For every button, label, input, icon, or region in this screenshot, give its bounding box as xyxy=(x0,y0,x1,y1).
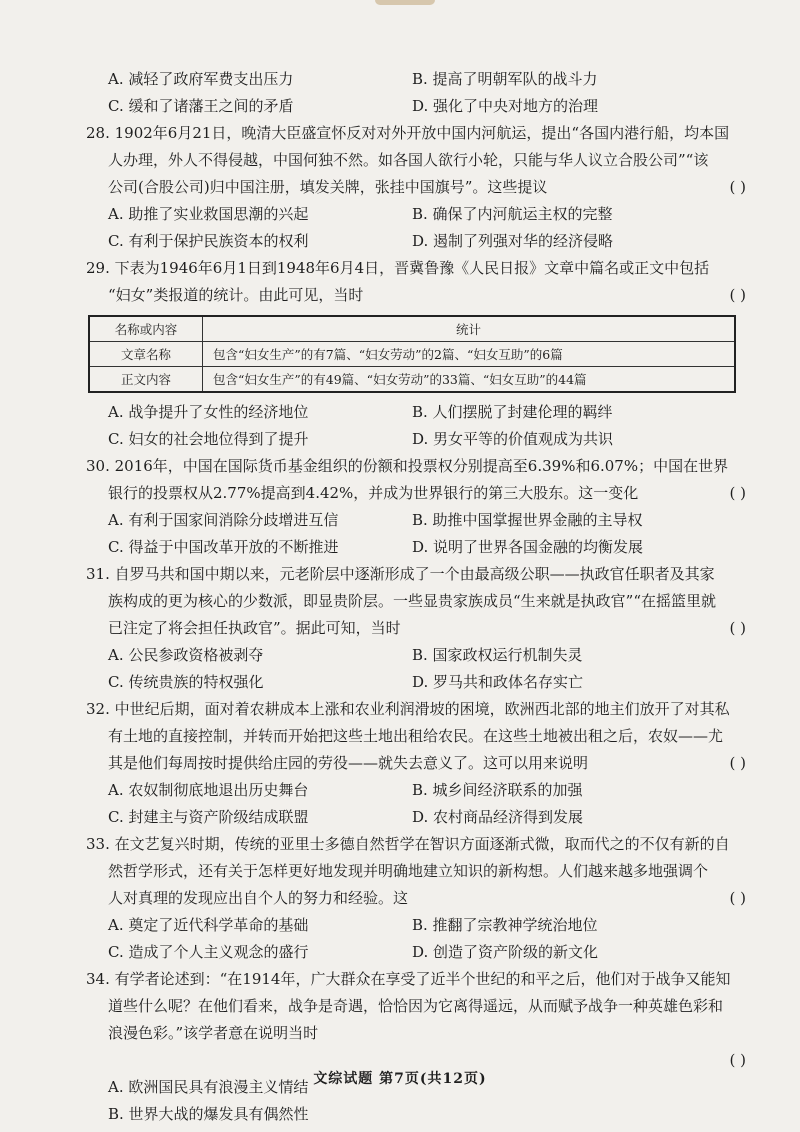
q32-stem-line1: 32. 中世纪后期，面对着农耕成本上涨和农业利润滑坡的困境，欧洲西北部的地主们放开了对其私 xyxy=(86,700,730,718)
q32-options-row2 xyxy=(86,804,746,831)
q33-options-row1 xyxy=(86,912,746,939)
q33-stem-line1: 33. 在文艺复兴时期，传统的亚里士多德自然哲学在智识方面逐渐式微，取而代之的不仅有新的自 xyxy=(86,835,730,853)
q32-option-d[interactable]: D. 农村商品经济得到发展 xyxy=(412,808,584,826)
table-row xyxy=(89,342,735,367)
q30-stem-line2 xyxy=(86,480,746,507)
q33-answer-blank[interactable]: ( ) xyxy=(729,889,746,907)
q30-stem-text: 银行的投票权从2.77%提高到4.42%，并成为世界银行的第三大股东。这一变化 xyxy=(108,484,639,502)
q33-options-row2 xyxy=(86,939,746,966)
q29-option-d[interactable]: D. 男女平等的价值观成为共识 xyxy=(412,430,614,448)
q31-option-c[interactable]: C. 传统贵族的特权强化 xyxy=(108,673,264,691)
q30-option-d[interactable]: D. 说明了世界各国金融的均衡发展 xyxy=(412,538,644,556)
q28-stem-text: 公司(合股公司)归中国注册，填发关牌，张挂中国旗号”。这些提议 xyxy=(108,178,548,196)
table-cell-value: 包含“妇女生产”的有7篇、“妇女劳动”的2篇、“妇女互助”的6篇 xyxy=(203,342,736,367)
q32-stem-line2: 有土地的直接控制，并转而开始把这些土地出租给农民。在这些土地被出租之后，农奴——尤 xyxy=(108,727,724,745)
q33-option-d[interactable]: D. 创造了资产阶级的新文化 xyxy=(412,943,599,961)
q27-option-b[interactable]: B. 提高了明朝军队的战斗力 xyxy=(412,70,598,88)
q29-stem-text: “妇女”类报道的统计。由此可见，当时 xyxy=(108,286,364,304)
q29-stem-line2 xyxy=(86,282,746,309)
q30-answer-blank[interactable]: ( ) xyxy=(729,484,746,502)
q30-stem-line1: 30. 2016年，中国在国际货币基金组织的份额和投票权分别提高至6.39%和6.07%；中国在世界 xyxy=(86,457,729,475)
q32-answer-blank[interactable]: ( ) xyxy=(729,754,746,772)
q27-option-d[interactable]: D. 强化了中央对地方的治理 xyxy=(412,97,599,115)
q28-stem-line3 xyxy=(86,174,746,201)
q27-option-c[interactable]: C. 缓和了诸藩王之间的矛盾 xyxy=(108,97,294,115)
q31-option-d[interactable]: D. 罗马共和政体名存实亡 xyxy=(412,673,584,691)
q33-option-c[interactable]: C. 造成了个人主义观念的盛行 xyxy=(108,943,309,961)
q34-option-b[interactable]: B. 世界大战的爆发具有偶然性 xyxy=(108,1105,309,1123)
table-header-stats: 统计 xyxy=(203,316,736,342)
q29-options-row2 xyxy=(86,426,746,453)
q32-option-b[interactable]: B. 城乡间经济联系的加强 xyxy=(412,781,583,799)
q29-option-c[interactable]: C. 妇女的社会地位得到了提升 xyxy=(108,430,309,448)
q31-stem-line1: 31. 自罗马共和国中期以来，元老阶层中逐渐形成了一个由最高级公职——执政官任职者及其家 xyxy=(86,565,715,583)
q27-option-a[interactable]: A. 减轻了政府军费支出压力 xyxy=(108,70,294,88)
q30-option-b[interactable]: B. 助推中国掌握世界金融的主导权 xyxy=(412,511,643,529)
q27-options-row1 xyxy=(86,66,746,93)
q28-option-c[interactable]: C. 有利于保护民族资本的权利 xyxy=(108,232,309,250)
q33-stem-line2: 然哲学形式，还有关于怎样更好地发现并明确地建立知识的新构想。人们越来越多地强调个 xyxy=(108,862,709,880)
question-content xyxy=(86,66,746,1128)
q33-stem-text: 人对真理的发现应出自个人的努力和经验。这 xyxy=(108,889,409,907)
q28-options-row1 xyxy=(86,201,746,228)
q28-answer-blank[interactable]: ( ) xyxy=(729,178,746,196)
q32-option-a[interactable]: A. 农奴制彻底地退出历史舞台 xyxy=(108,781,309,799)
q34-answer-blank[interactable]: ( ) xyxy=(729,1051,746,1069)
q30-options-row2 xyxy=(86,534,746,561)
q30-option-c[interactable]: C. 得益于中国改革开放的不断推进 xyxy=(108,538,339,556)
q31-stem-line2: 族构成的更为核心的少数派，即显贵阶层。一些显贵家族成员“生来就是执政官”“在摇篮里就 xyxy=(108,592,717,610)
q31-option-a[interactable]: A. 公民参政资格被剥夺 xyxy=(108,646,264,664)
q28-stem-line1: 28. 1902年6月21日，晚清大臣盛宣怀反对对外开放中国内河航运，提出“各国内港行船，均本国 xyxy=(86,124,730,142)
q33-option-b[interactable]: B. 推翻了宗教神学统治地位 xyxy=(412,916,598,934)
q31-options-row1 xyxy=(86,642,746,669)
q34-stem-line1: 34. 有学者论述到：“在1914年，广大群众在享受了近半个世纪的和平之后，他们对于战争又能知 xyxy=(86,970,731,988)
table-header-name: 名称或内容 xyxy=(89,316,203,342)
q32-option-c[interactable]: C. 封建主与资产阶级结成联盟 xyxy=(108,808,309,826)
q31-stem-line3 xyxy=(86,615,746,642)
q28-option-b[interactable]: B. 确保了内河航运主权的完整 xyxy=(412,205,613,223)
table-cell-value: 包含“妇女生产”的有49篇、“妇女劳动”的33篇、“妇女互助”的44篇 xyxy=(203,367,736,393)
q33-option-a[interactable]: A. 奠定了近代科学革命的基础 xyxy=(108,916,309,934)
q31-stem-text: 已注定了将会担任执政官”。据此可知，当时 xyxy=(108,619,401,637)
q32-stem-text: 其是他们每周按时提供给庄园的劳役——就失去意义了。这可以用来说明 xyxy=(108,754,589,772)
q32-options-row1 xyxy=(86,777,746,804)
q32-stem-line3 xyxy=(86,750,746,777)
q29-answer-blank[interactable]: ( ) xyxy=(729,286,746,304)
q28-stem-line2: 人办理，外人不得侵越，中国何独不然。如各国人欲行小轮，只能与华人议立合股公司”“该 xyxy=(108,151,709,169)
table-cell-label: 文章名称 xyxy=(89,342,203,367)
q29-options-row1 xyxy=(86,399,746,426)
table-row xyxy=(89,367,735,393)
q34-stem-line3: 浪漫色彩。”该学者意在说明当时 xyxy=(108,1024,319,1042)
q28-options-row2 xyxy=(86,228,746,255)
q29-option-a[interactable]: A. 战争提升了女性的经济地位 xyxy=(108,403,309,421)
q31-answer-blank[interactable]: ( ) xyxy=(729,619,746,637)
q27-options-row2 xyxy=(86,93,746,120)
q29-option-b[interactable]: B. 人们摆脱了封建伦理的羁绊 xyxy=(412,403,613,421)
page-footer: 文综试题 第7页(共12页) xyxy=(313,1071,487,1087)
q29-stem-line1: 29. 下表为1946年6月1日到1948年6月4日，晋冀鲁豫《人民日报》文章中篇名或正文中包括 xyxy=(86,259,710,277)
binding-mark xyxy=(375,0,435,5)
q29-statistics-table xyxy=(88,315,736,393)
table-header-row xyxy=(89,316,735,342)
q33-stem-line3 xyxy=(86,885,746,912)
q28-option-d[interactable]: D. 遏制了列强对华的经济侵略 xyxy=(412,232,614,250)
q34-option-a[interactable]: A. 欧洲国民具有浪漫主义情结 xyxy=(108,1078,309,1096)
q30-options-row1 xyxy=(86,507,746,534)
q28-option-a[interactable]: A. 助推了实业救国思潮的兴起 xyxy=(108,205,309,223)
q31-option-b[interactable]: B. 国家政权运行机制失灵 xyxy=(412,646,583,664)
q31-options-row2 xyxy=(86,669,746,696)
q30-option-a[interactable]: A. 有利于国家间消除分歧增进互信 xyxy=(108,511,339,529)
table-cell-label: 正文内容 xyxy=(89,367,203,393)
q34-stem-line2: 道些什么呢？在他们看来，战争是奇遇，恰恰因为它离得遥远，从而赋予战争一种英雄色彩和 xyxy=(108,997,724,1015)
